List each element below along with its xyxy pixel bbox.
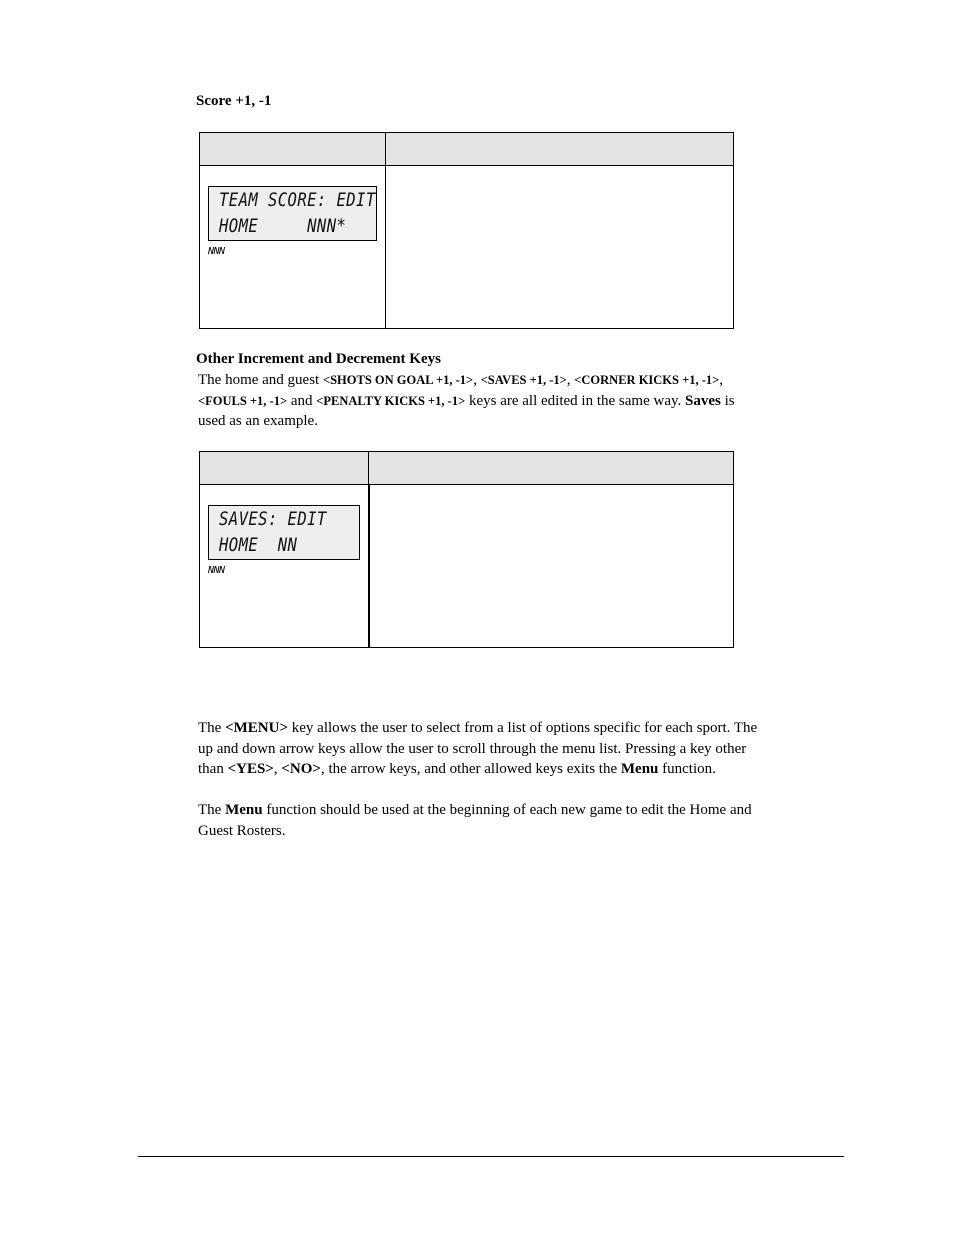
key-label: <CORNER KICKS +1, -1> <box>574 373 720 387</box>
other-keys-paragraph <box>198 370 838 432</box>
description-cell <box>386 166 734 329</box>
table-row <box>200 166 734 329</box>
text: function. <box>658 761 716 777</box>
display-cell <box>200 485 369 648</box>
section-heading-other-keys: Other Increment and Decrement Keys <box>196 351 441 367</box>
lcd-line-2: HOME NNN* <box>219 215 347 237</box>
text: than <box>198 761 228 777</box>
lcd-note: NNN <box>208 565 225 576</box>
paragraph-line <box>198 800 848 821</box>
key-label: <SHOTS ON GOAL +1, -1> <box>322 373 474 387</box>
table-header-row <box>200 452 734 485</box>
bold-text: Saves <box>685 392 721 409</box>
text: is <box>720 392 735 409</box>
text: The <box>198 720 226 736</box>
text: , <box>473 372 481 388</box>
paragraph-line: Guest Rosters. <box>198 822 286 839</box>
key-label: <PENALTY KICKS +1, -1> <box>316 393 466 408</box>
lcd-line-1: TEAM SCORE: EDIT <box>219 189 376 211</box>
score-key-table <box>199 132 734 329</box>
key-label: <SAVES +1, -1> <box>480 373 567 387</box>
section-heading-score: Score +1, -1 <box>196 93 272 109</box>
menu-paragraph-2 <box>198 800 848 841</box>
header-cell-display <box>200 452 369 485</box>
saves-key-table <box>199 451 734 648</box>
text: , <box>566 372 575 388</box>
text: and <box>287 392 317 409</box>
paragraph-line <box>198 391 838 412</box>
paragraph-line: used as an example. <box>198 413 318 429</box>
lcd-line-2: HOME NN <box>219 534 298 556</box>
table-header-row <box>200 133 734 166</box>
lcd-note: NNN <box>208 246 225 257</box>
bold-text: <NO> <box>281 761 321 777</box>
header-cell-display <box>200 133 386 166</box>
text: key allows the user to select from a list of options specific for each sport. The <box>288 720 758 736</box>
text: function should be used at the beginning of each new game to edit the Home and <box>262 802 752 818</box>
bold-text: Menu <box>225 802 263 818</box>
text: keys are all edited in the same way. <box>465 392 685 409</box>
text: The <box>198 802 226 818</box>
table-row <box>200 485 734 648</box>
text: The home and guest <box>198 372 323 388</box>
lcd-display <box>208 505 360 560</box>
text: , <box>719 372 724 388</box>
header-cell-description <box>386 133 734 166</box>
description-cell <box>369 485 734 648</box>
key-label: <FOULS +1, -1> <box>198 393 288 408</box>
paragraph-line <box>198 718 848 739</box>
footer-divider <box>138 1156 844 1157</box>
text: , <box>273 761 282 777</box>
header-cell-description <box>369 452 734 485</box>
menu-paragraph-1 <box>198 718 848 780</box>
paragraph-line: up and down arrow keys allow the user to scroll through the menu list. Pressing a key other <box>198 740 747 757</box>
lcd-line-1: SAVES: EDIT <box>219 508 327 530</box>
lcd-display <box>208 186 377 241</box>
bold-text: <MENU> <box>225 720 289 736</box>
bold-text: <YES> <box>227 761 274 777</box>
bold-text: Menu <box>620 761 659 777</box>
display-cell <box>200 166 386 329</box>
paragraph-line <box>198 759 848 780</box>
paragraph-line <box>198 370 838 391</box>
text: , the arrow keys, and other allowed keys exits the <box>320 761 621 777</box>
